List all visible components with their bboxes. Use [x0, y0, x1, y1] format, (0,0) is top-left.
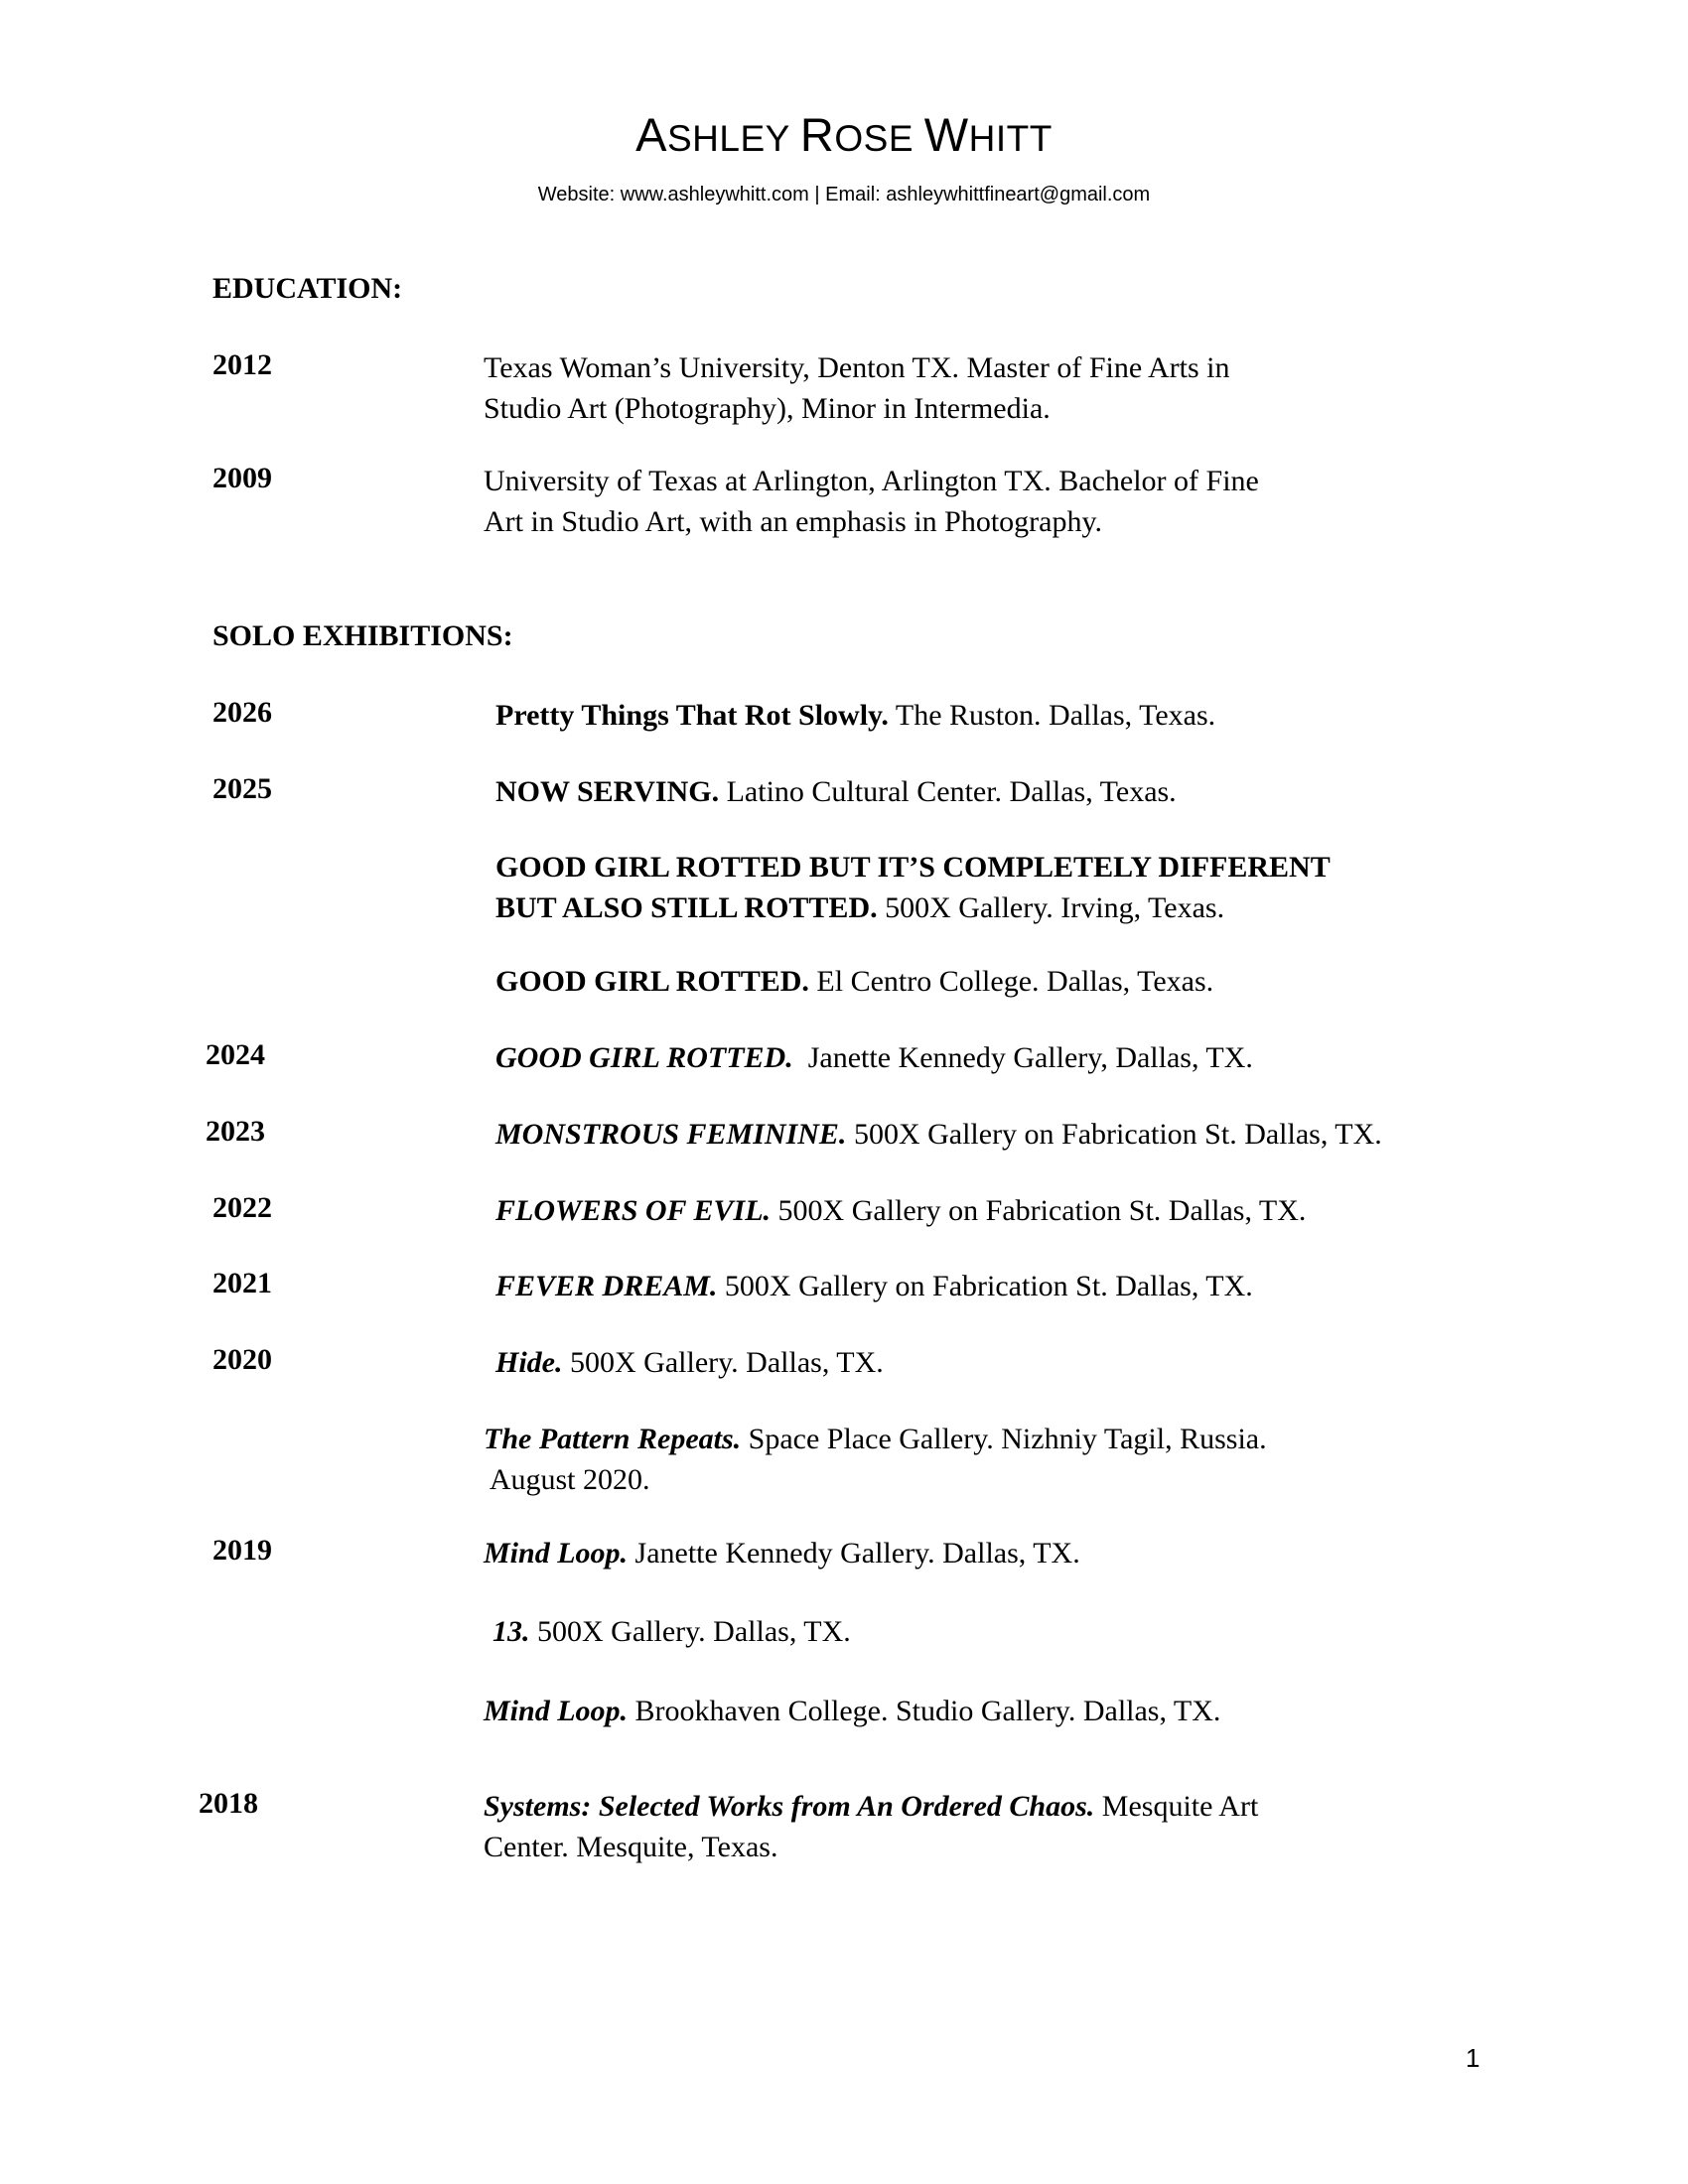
exhibition-entry [484, 1533, 1080, 1573]
exhibition-venue: 500X Gallery on Fabrication St. Dallas, TX. [846, 1118, 1382, 1151]
exhibition-entry [495, 695, 1215, 736]
name-rest-middle: OSE [834, 118, 924, 159]
exhibition-year: 2018 [199, 1787, 258, 1820]
solo-exhibitions-heading: SOLO EXHIBITIONS: [212, 619, 513, 652]
education-year: 2012 [212, 348, 272, 381]
exhibition-title: GOOD GIRL ROTTED BUT IT’S COMPLETELY DIFFERENT [495, 851, 1331, 884]
page-number: 1 [1466, 2043, 1480, 2073]
exhibition-entry [495, 1342, 884, 1383]
exhibition-year: 2025 [212, 772, 272, 805]
exhibition-year: 2021 [212, 1267, 272, 1299]
exhibition-year: 2026 [212, 696, 272, 729]
exhibition-entry [495, 847, 1331, 928]
exhibition-entry [495, 771, 1177, 812]
exhibition-title: NOW SERVING. [495, 775, 720, 808]
exhibition-title: Mind Loop. [484, 1537, 629, 1570]
exhibition-venue: Space Place Gallery. Nizhniy Tagil, Russia. [741, 1423, 1267, 1455]
education-entry [484, 347, 1230, 429]
exhibition-venue: Latino Cultural Center. Dallas, Texas. [719, 775, 1177, 808]
exhibition-venue: 500X Gallery on Fabrication St. Dallas, TX. [771, 1194, 1307, 1227]
exhibition-entry [495, 1190, 1306, 1231]
exhibition-venue: Brookhaven College. Studio Gallery. Dallas, TX. [628, 1695, 1221, 1727]
education-year: 2009 [212, 462, 272, 494]
exhibition-venue: Janette Kennedy Gallery. Dallas, TX. [628, 1537, 1080, 1570]
education-line: University of Texas at Arlington, Arlington TX. Bachelor of Fine [484, 465, 1259, 497]
exhibition-venue: Janette Kennedy Gallery, Dallas, TX. [792, 1041, 1253, 1074]
exhibition-entry [495, 1266, 1253, 1306]
exhibition-title: MONSTROUS FEMININE. [495, 1118, 847, 1151]
exhibition-title: FEVER DREAM. [495, 1270, 718, 1302]
exhibition-date: August 2020. [484, 1463, 650, 1496]
exhibition-entry [495, 1037, 1253, 1078]
exhibition-venue: Center. Mesquite, Texas. [484, 1831, 778, 1863]
exhibition-venue: Mesquite Art [1094, 1790, 1259, 1823]
exhibition-title: GOOD GIRL ROTTED. [495, 965, 809, 998]
exhibition-entry [484, 1786, 1258, 1867]
exhibition-entry [495, 961, 1213, 1002]
exhibition-venue: 500X Gallery. Dallas, TX. [529, 1615, 851, 1648]
name-initial-last: W [923, 108, 969, 161]
education-heading: EDUCATION: [212, 272, 403, 305]
exhibition-year: 2022 [212, 1191, 272, 1224]
contact-line: Website: www.ashleywhitt.com | Email: ashleywhittfineart@gmail.com [537, 184, 1151, 205]
name-rest-last: HITT [968, 118, 1053, 159]
exhibition-venue: El Centro College. Dallas, Texas. [808, 965, 1214, 998]
exhibition-venue: 500X Gallery. Irving, Texas. [877, 891, 1225, 924]
exhibition-title: BUT ALSO STILL ROTTED. [495, 891, 878, 924]
exhibition-entry [484, 1691, 1220, 1731]
education-line: Texas Woman’s University, Denton TX. Master of Fine Arts in [484, 351, 1230, 384]
exhibition-venue: 500X Gallery on Fabrication St. Dallas, TX. [717, 1270, 1253, 1302]
exhibition-title: Mind Loop. [484, 1695, 629, 1727]
name-initial-first: A [635, 108, 667, 161]
exhibition-year: 2020 [212, 1343, 272, 1376]
exhibition-title: GOOD GIRL ROTTED. [495, 1041, 793, 1074]
resume-name [0, 107, 1688, 162]
exhibition-year: 2024 [206, 1038, 265, 1071]
exhibition-entry [495, 1114, 1382, 1155]
name-initial-middle: R [799, 108, 835, 161]
exhibition-entry [492, 1611, 851, 1652]
exhibition-year: 2019 [212, 1534, 272, 1567]
exhibition-venue: The Ruston. Dallas, Texas. [888, 699, 1216, 732]
exhibition-title: 13. [492, 1615, 530, 1648]
exhibition-title: Systems: Selected Works from An Ordered Chaos. [484, 1790, 1095, 1823]
exhibition-title: Hide. [495, 1346, 563, 1379]
name-rest-first: SHLEY [666, 118, 800, 159]
exhibition-title: FLOWERS OF EVIL. [495, 1194, 772, 1227]
education-entry [484, 461, 1259, 542]
exhibition-venue: 500X Gallery. Dallas, TX. [562, 1346, 884, 1379]
education-line: Art in Studio Art, with an emphasis in Photography. [484, 505, 1103, 538]
exhibition-title: Pretty Things That Rot Slowly. [495, 699, 889, 732]
exhibition-entry [484, 1419, 1267, 1500]
exhibition-title: The Pattern Repeats. [484, 1423, 742, 1455]
exhibition-year: 2023 [206, 1115, 265, 1148]
education-line: Studio Art (Photography), Minor in Intermedia. [484, 392, 1051, 425]
